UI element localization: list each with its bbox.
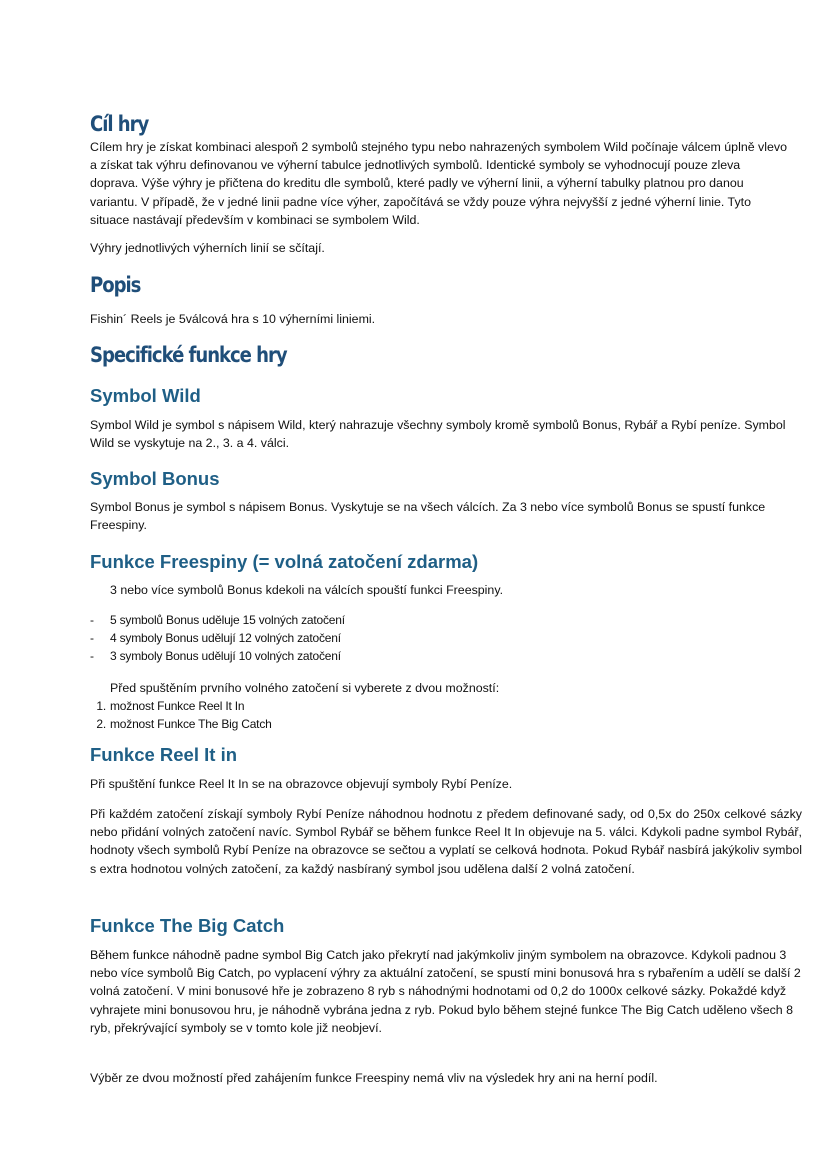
heading-description: Popis	[90, 273, 141, 297]
heading-bonus: Symbol Bonus	[90, 468, 220, 489]
heading-reel-it-in: Funkce Reel It in	[90, 744, 238, 765]
reel-text-2: Při každém zatočení získají symboly Rybí Peníze náhodnou hodnotu z předem definované sady, od 0,5x do 250x celkové sázky nebo přidání volných zatočení navíc. Symbol Rybář se během funkce Reel It In objevuje na 5. válci. Kdykoli padne symbol Rybář, hodnoty všech symbolů Rybí Peníze na obrazovce se sečtou a vyplatí se celková hodnota. Pokud Rybář nasbírá jakýkoliv symbol s extra hodnotou volných zatočení, za každý nasbíraný symbol jsou udělena další 2 volná zatočení.	[90, 807, 802, 876]
list-item: 1. možnost Funkce Reel It In	[96, 699, 245, 713]
list-item: - 5 symbolů Bonus uděluje 15 volných zatočení	[90, 613, 345, 627]
heading-wild: Symbol Wild	[90, 385, 201, 406]
choice-intro: Před spuštěním prvního volného zatočení si vyberete z dvou možností:	[110, 681, 500, 695]
goal-text: Cílem hry je získat kombinaci alespoň 2 symbolů stejného typu nebo nahrazených symbolem Wild počínaje válcem úplně vlevo a získat tak výhru definovanou ve výherní tabulce jednotlivých symbolů. Identické symboly se vyhodnocují pouze zleva doprava. Výše výhry je přičtena do kreditu dle symbolů, které padly ve výherní linii, a výherní tabulky platnou pro danou variantu. V případě, že v jedné linii padne více výher, započítává se vždy pouze výhra nejvyšší z jedné výherní linie. Tyto situace nastávají především v kombinaci se symbolem Wild.	[90, 140, 787, 227]
goal-text-2: Výhry jednotlivých výherních linií se sčítají.	[90, 241, 325, 255]
list-item: - 3 symboly Bonus udělují 10 volných zatočení	[90, 649, 341, 663]
heading-freespins: Funkce Freespiny (= volná zatočení zdarma)	[90, 551, 479, 572]
catch-text: Během funkce náhodně padne symbol Big Catch jako překrytí nad jakýmkoliv jiným symbolem na obrazovce. Kdykoli padnou 3 nebo více symbolů Big Catch, po vyplacení výhry za aktuální zatočení, se spustí mini bonusová hra s rybařením a udělí se další 2 volná zatočení. V mini bonusové hře je zobrazeno 8 ryb s náhodnými hodnotami od 0,2 do 1000x celkové sázky. Pokaždé když vyhrajete mini bonusovou hru, je náhodně vybrána jedna z ryb. Pokud bylo během stejné funkce The Big Catch uděleno všech 8 ryb, překrývající symboly se v tomto kole již neobjeví.	[90, 948, 801, 1035]
description-text: Fishin´ Reels je 5válcová hra s 10 výherními liniemi.	[90, 312, 376, 326]
heading-goal: Cíl hry	[90, 112, 149, 136]
heading-features: Specifické funkce hry	[90, 343, 287, 367]
catch-text-2: Výběr ze dvou možností před zahájením funkce Freespiny nemá vliv na výsledek hry ani na herní podíl.	[90, 1071, 658, 1085]
list-item: - 4 symboly Bonus udělují 12 volných zatočení	[90, 631, 341, 645]
list-item: 2. možnost Funkce The Big Catch	[96, 717, 272, 731]
heading-big-catch: Funkce The Big Catch	[90, 915, 285, 936]
wild-text: Symbol Wild je symbol s nápisem Wild, který nahrazuje všechny symboly kromě symbolů Bonus, Rybář a Rybí peníze. Symbol Wild se vyskytuje na 2., 3. a 4. válci.	[90, 418, 786, 451]
freespins-intro: 3 nebo více symbolů Bonus kdekoli na válcích spouští funkci Freespiny.	[110, 583, 504, 597]
reel-text: Při spuštění funkce Reel It In se na obrazovce objevují symboly Rybí Peníze.	[90, 777, 513, 791]
bonus-text: Symbol Bonus je symbol s nápisem Bonus. Vyskytuje se na všech válcích. Za 3 nebo více symbolů Bonus se spustí funkce Freespiny.	[90, 500, 766, 533]
